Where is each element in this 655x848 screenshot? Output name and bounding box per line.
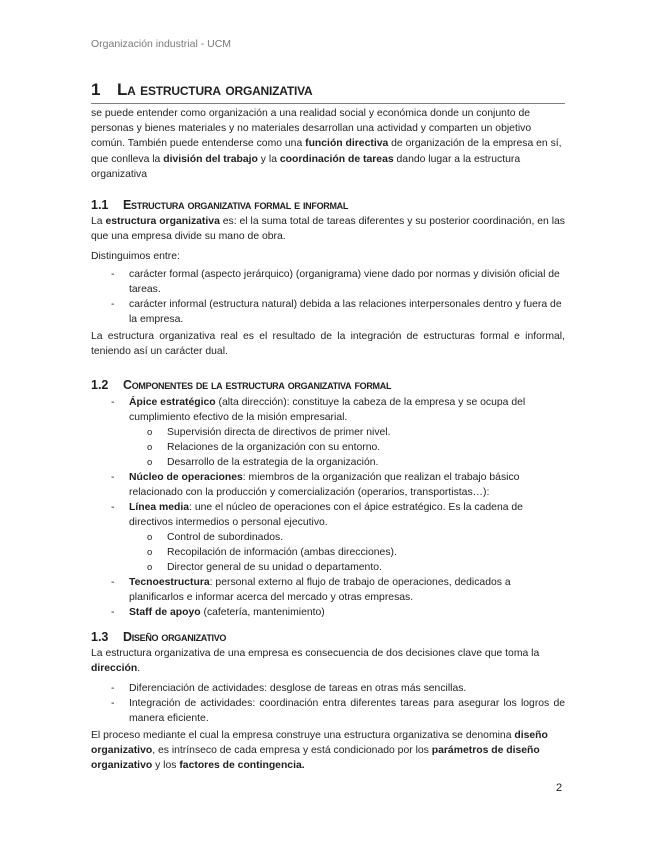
list-item: - Integración de actividades: coordinación entra diferentes tareas para asegurar los logros de manera eficiente.	[91, 696, 565, 726]
intro-paragraph: se puede entender como organización a una realidad social y económica donde un conjunto de personas y bienes materiales y no materiales desarrollan una actividad y comparten un objetivo común. También puede entenderse como una función directiva de organización de la empresa en sí, que conlleva la división del trabajo y la coordinación de tareas dando lugar a la estructura organizativa	[91, 108, 562, 180]
list-item: - Staff de apoyo (cafetería, mantenimiento)	[91, 605, 565, 620]
activities-list	[91, 681, 565, 726]
section-1-title: La estructura organizativa	[117, 80, 313, 99]
components-list	[91, 395, 565, 620]
section-1-2-heading	[91, 378, 391, 392]
list-item: - Diferenciación de actividades: desglose de tareas en otras más sencillas.	[91, 681, 565, 696]
sub-list-item: o Director general de su unidad o departamento.	[129, 560, 565, 575]
sub-list-item: o Desarrollo de la estrategia de la organización.	[129, 455, 565, 470]
sub-list-item: o Supervisión directa de directivos de primer nivel.	[129, 425, 565, 440]
list-item: - carácter formal (aspecto jerárquico) (organigrama) viene dado por normas y división oficial de tareas.	[91, 267, 565, 297]
design-intro-paragraph: La estructura organizativa de una empresa es consecuencia de dos decisiones clave que toma la dirección.	[91, 648, 540, 675]
section-1-3-number: 1.3	[91, 630, 109, 644]
dual-character-paragraph: La estructura organizativa real es el resultado de la integración de estructuras formal e informal, teniendo así un carácter dual.	[91, 331, 565, 358]
list-item: - Núcleo de operaciones: miembros de la organización que realizan el trabajo básico relacionado con la producción y comercialización (operarios, transportistas…):	[91, 470, 565, 500]
section-1-3-title: Diseño organizativo	[123, 630, 227, 644]
design-process-paragraph: El proceso mediante el cual la empresa construye una estructura organizativa se denomina diseño organizativo, es intrínseco de cada empresa y está condicionado por los parámetros de diseño organizativo y los factores de contingencia.	[91, 730, 548, 772]
sub-list	[129, 530, 565, 575]
sub-list-item: o Relaciones de la organización con su entorno.	[129, 440, 565, 455]
sub-list	[129, 425, 565, 470]
section-1-number: 1	[91, 80, 101, 99]
section-1-2-number: 1.2	[91, 378, 109, 392]
list-item: - Línea media: une el núcleo de operaciones con el ápice estratégico. Es la cadena de directivos intermedios o personal ejecutivo. o Control de subordinados. o Recopilación de información (ambas direcciones). o Director general de su unidad o departamento.	[91, 500, 565, 575]
list-item: - Tecnoestructura: personal externo al flujo de trabajo de operaciones, dedicados a planificarlos e informar acerca del mercado y otras empresas.	[91, 575, 565, 605]
definition-paragraph: La estructura organizativa es: el la suma total de tareas diferentes y su posterior coordinación, en las que una empresa divide su mano de obra.	[91, 216, 565, 243]
running-header: Organización industrial - UCM	[91, 38, 232, 50]
section-1-2-title: Componentes de la estructura organizativa formal	[123, 378, 392, 392]
page-number: 2	[556, 782, 563, 794]
formal-informal-list	[91, 267, 565, 327]
section-1-heading	[91, 80, 565, 104]
section-1-3-heading	[91, 630, 226, 644]
section-1-1-title: Estructura organizativa formal e informal	[123, 198, 349, 212]
sub-list-item: o Control de subordinados.	[129, 530, 565, 545]
section-1-1-heading	[91, 198, 348, 212]
distinction-intro: Distinguimos entre:	[91, 251, 180, 262]
sub-list-item: o Recopilación de información (ambas direcciones).	[129, 545, 565, 560]
section-1-1-number: 1.1	[91, 198, 109, 212]
list-item: - carácter informal (estructura natural) debida a las relaciones interpersonales dentro y fuera de la empresa.	[91, 297, 565, 327]
list-item: - Ápice estratégico (alta dirección): constituye la cabeza de la empresa y se ocupa del cumplimiento efectivo de la misión empresarial. o Supervisión directa de directivos de primer nivel. o Relaciones de la organización con su entorno. o Desarrollo de la estrategia de la organización.	[91, 395, 565, 470]
